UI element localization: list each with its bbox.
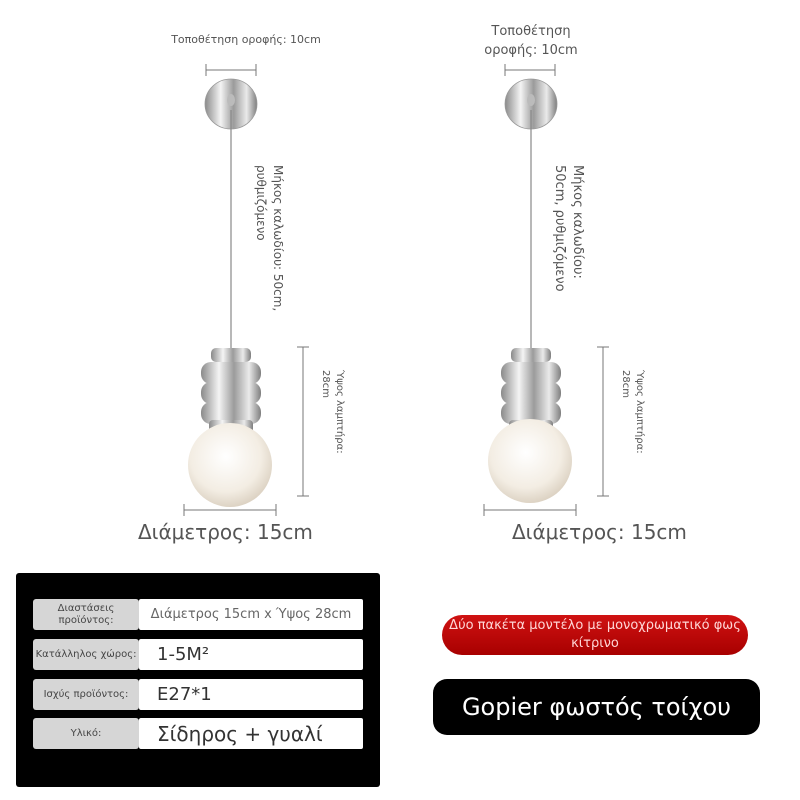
diameter-label: Διάμετρος: 15cm — [138, 520, 313, 544]
spec-key: Κατάλληλος χώρος: — [33, 639, 139, 670]
spec-value: Σίδηρος + γυαλί — [139, 718, 363, 749]
specs-panel — [16, 573, 380, 787]
spec-key: Διαστάσεις προϊόντος: — [33, 599, 139, 630]
spec-key: Ισχύς προϊόντος: — [33, 679, 139, 710]
diameter-label: Διάμετρος: 15cm — [512, 520, 687, 544]
spec-row-material — [33, 718, 363, 749]
glass-globe — [188, 423, 272, 507]
spec-value: 1-5M² — [139, 639, 363, 670]
cable-length-label: Μήκος καλωδίου: 50cm, ρυθμιζόμενο — [254, 165, 285, 312]
spec-value: Διάμετρος 15cm x Ύψος 28cm — [139, 599, 363, 630]
promo-badge: Δύο πακέτα μοντέλο με μονοχρωματικό φως κίτρινο — [442, 615, 748, 655]
ceiling-mount-label-line2: οροφής: 10cm — [484, 43, 578, 58]
spec-row-dimensions — [33, 599, 363, 630]
ceiling-mount-label: Τοποθέτηση οροφής: 10cm — [171, 33, 321, 46]
lamp-height-label: Ύψος λαμπτήρα: 28cm — [620, 370, 645, 454]
lamp-2-drawing — [400, 0, 800, 560]
spec-key: Υλικό: — [33, 718, 139, 749]
spec-row-power — [33, 679, 363, 710]
spec-value: E27*1 — [139, 679, 363, 710]
lamp-height-label: Ύψος λαμπτήρα: 28cm — [320, 370, 345, 454]
spec-row-room — [33, 639, 363, 670]
ceiling-mount-label-line1: Τοποθέτηση — [491, 24, 571, 39]
cable-length-label: Μήκος καλωδίου: 50cm, ρυθμιζόμενο — [552, 165, 585, 292]
product-title: Gopier φωστός τοίχου — [433, 679, 760, 735]
lamp-1-drawing — [0, 0, 400, 560]
